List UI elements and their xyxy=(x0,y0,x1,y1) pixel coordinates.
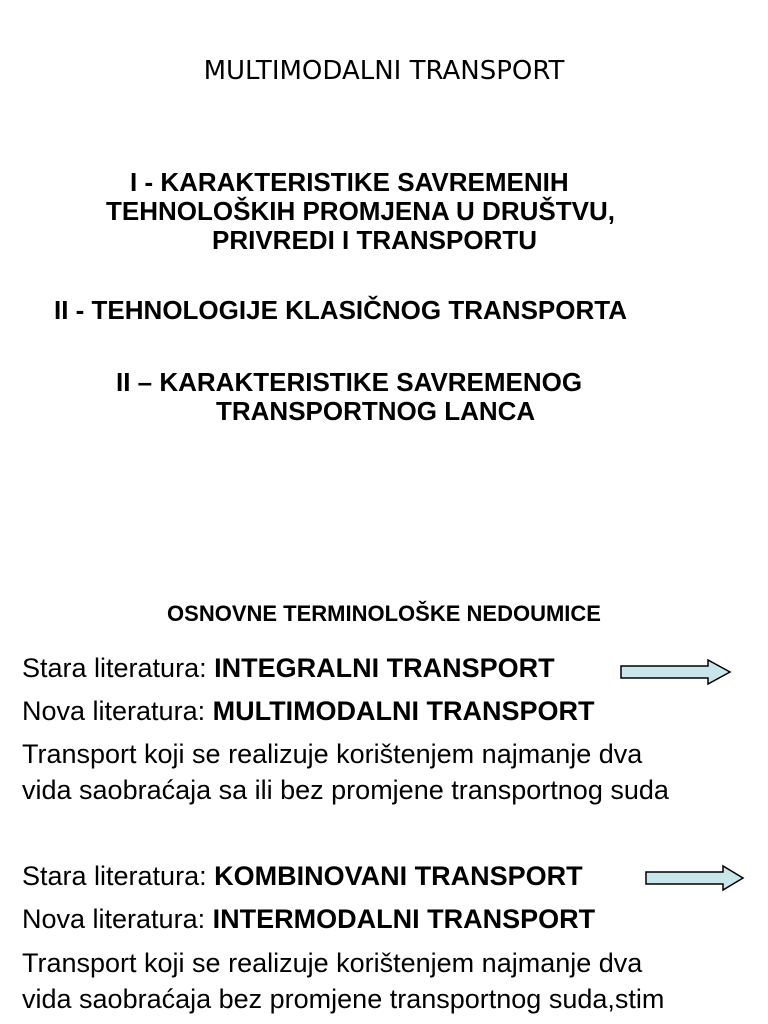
new-literature-term: MULTIMODALNI TRANSPORT xyxy=(212,696,595,726)
block2-new-line xyxy=(22,903,595,935)
block1-new-line xyxy=(22,695,595,727)
block1-definition-line-2: vida saobraćaja sa ili bez promjene transportnog suda xyxy=(22,775,669,805)
block2-definition-line-1: Transport koji se realizuje korištenjem najmanje dva xyxy=(22,948,643,978)
right-arrow-icon xyxy=(645,864,745,892)
page-title: MULTIMODALNI TRANSPORT xyxy=(203,56,565,86)
outline-item-3-line-2: TRANSPORTNOG LANCA xyxy=(216,396,536,426)
outline-item-3-line-1: II – KARAKTERISTIKE SAVREMENOG xyxy=(116,367,583,397)
outline-item-1-line-1: I - KARAKTERISTIKE SAVREMENIH xyxy=(130,167,569,197)
block2-definition-line-2: vida saobraćaja bez promjene transportnog suda,stim xyxy=(22,984,665,1014)
arrow-shape xyxy=(621,660,730,684)
old-literature-label: Stara literatura: xyxy=(22,653,215,683)
block1-old-line xyxy=(22,652,555,684)
arrow-shape xyxy=(646,866,743,890)
old-literature-label: Stara literatura: xyxy=(22,861,215,891)
outline-item-2: II - TEHNOLOGIJE KLASIČNOG TRANSPORTA xyxy=(54,295,627,325)
block1-definition-line-1: Transport koji se realizuje korištenjem najmanje dva xyxy=(22,739,643,769)
old-literature-term: KOMBINOVANI TRANSPORT xyxy=(214,861,583,891)
section-subheading: OSNOVNE TERMINOLOŠKE NEDOUMICE xyxy=(167,601,601,626)
new-literature-label: Nova literatura: xyxy=(22,904,213,934)
outline-item-1-line-2: TEHNOLOŠKIH PROMJENA U DRUŠTVU, xyxy=(106,196,615,226)
old-literature-term: INTEGRALNI TRANSPORT xyxy=(214,653,555,683)
new-literature-term: INTERMODALNI TRANSPORT xyxy=(212,904,596,934)
block2-old-line xyxy=(22,860,583,892)
right-arrow-icon xyxy=(620,658,732,686)
new-literature-label: Nova literatura: xyxy=(22,696,213,726)
outline-item-1-line-3: PRIVREDI I TRANSPORTU xyxy=(212,225,538,255)
